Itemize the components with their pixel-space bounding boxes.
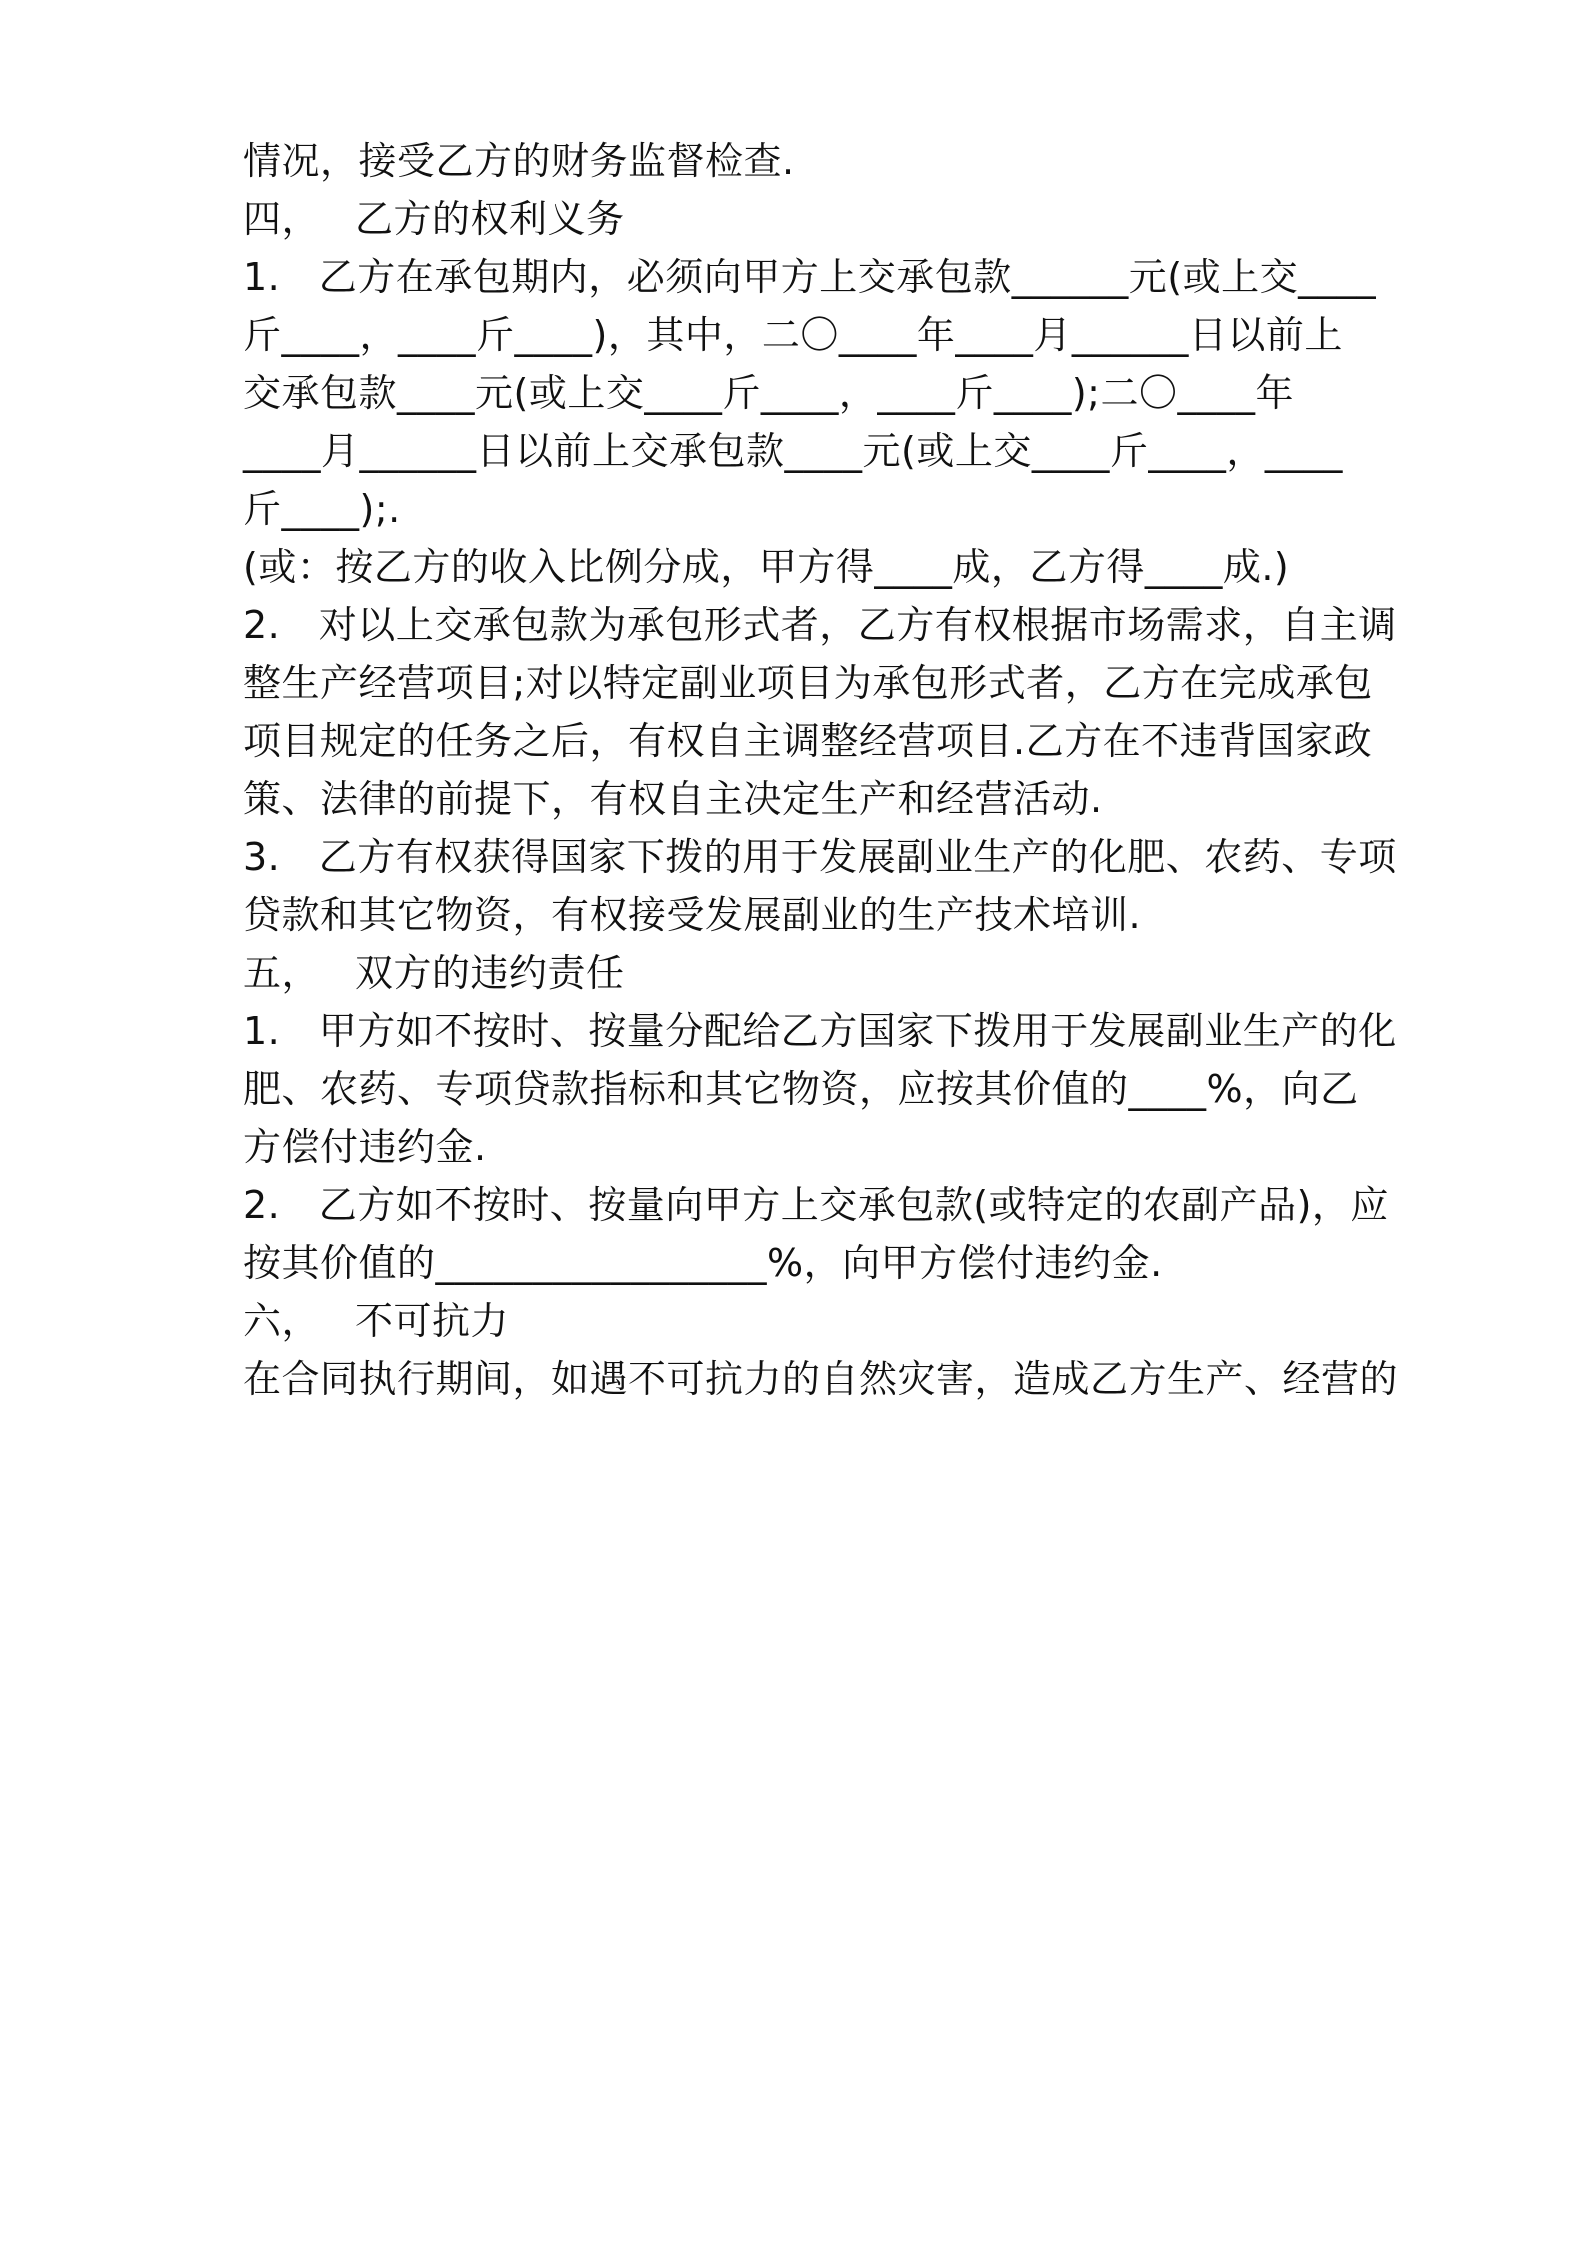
section-heading-5 — [243, 948, 1363, 998]
paragraph-line: 3. 乙方有权获得国家下拨的用于发展副业生产的化肥、农药、专项 — [243, 835, 1397, 879]
section-title: 不可抗力 — [355, 1299, 510, 1343]
paragraph-line: ____月______日以前上交承包款____元(或上交____斤____，____ — [243, 429, 1343, 473]
paragraph-line: 在合同执行期间，如遇不可抗力的自然灾害，造成乙方生产、经营的 — [243, 1357, 1399, 1401]
paragraph-line: 整生产经营项目;对以特定副业项目为承包形式者，乙方在完成承包 — [243, 661, 1373, 705]
section-title: 乙方的权利义务 — [355, 197, 625, 241]
paragraph-line: 1. 乙方在承包期内，必须向甲方上交承包款______元(或上交____ — [243, 255, 1377, 299]
paragraph-line: 斤____);. — [243, 487, 401, 531]
section-heading-6 — [243, 1296, 1363, 1346]
section-number: 五， — [243, 951, 321, 995]
paragraph-line: 策、法律的前提下，有权自主决定生产和经营活动. — [243, 777, 1103, 821]
paragraph-line: 1. 甲方如不按时、按量分配给乙方国家下拨用于发展副业生产的化 — [243, 1009, 1397, 1053]
section-heading-4 — [243, 194, 1363, 244]
paragraph-line: 按其价值的_________________%，向甲方偿付违约金. — [243, 1241, 1163, 1285]
paragraph-line: 2. 对以上交承包款为承包形式者，乙方有权根据市场需求，自主调 — [243, 603, 1397, 647]
paragraph-line: (或：按乙方的收入比例分成，甲方得____成，乙方得____成.) — [243, 545, 1290, 589]
paragraph-line: 贷款和其它物资，有权接受发展副业的生产技术培训. — [243, 893, 1142, 937]
section-number: 四， — [243, 197, 321, 241]
paragraph-line: 方偿付违约金. — [243, 1125, 487, 1169]
paragraph-line: 斤____，____斤____)，其中，二〇____年____月______日以前上 — [243, 313, 1343, 357]
paragraph-line: 2. 乙方如不按时、按量向甲方上交承包款(或特定的农副产品)，应 — [243, 1183, 1389, 1227]
paragraph-line: 项目规定的任务之后，有权自主调整经营项目.乙方在不违背国家政 — [243, 719, 1373, 763]
section-number: 六， — [243, 1299, 321, 1343]
paragraph-line: 情况，接受乙方的财务监督检查. — [243, 139, 795, 183]
paragraph-line: 交承包款____元(或上交____斤____，____斤____);二〇____年 — [243, 371, 1294, 415]
section-title: 双方的违约责任 — [355, 951, 625, 995]
paragraph-line: 肥、农药、专项贷款指标和其它物资，应按其价值的____%，向乙 — [243, 1067, 1359, 1111]
